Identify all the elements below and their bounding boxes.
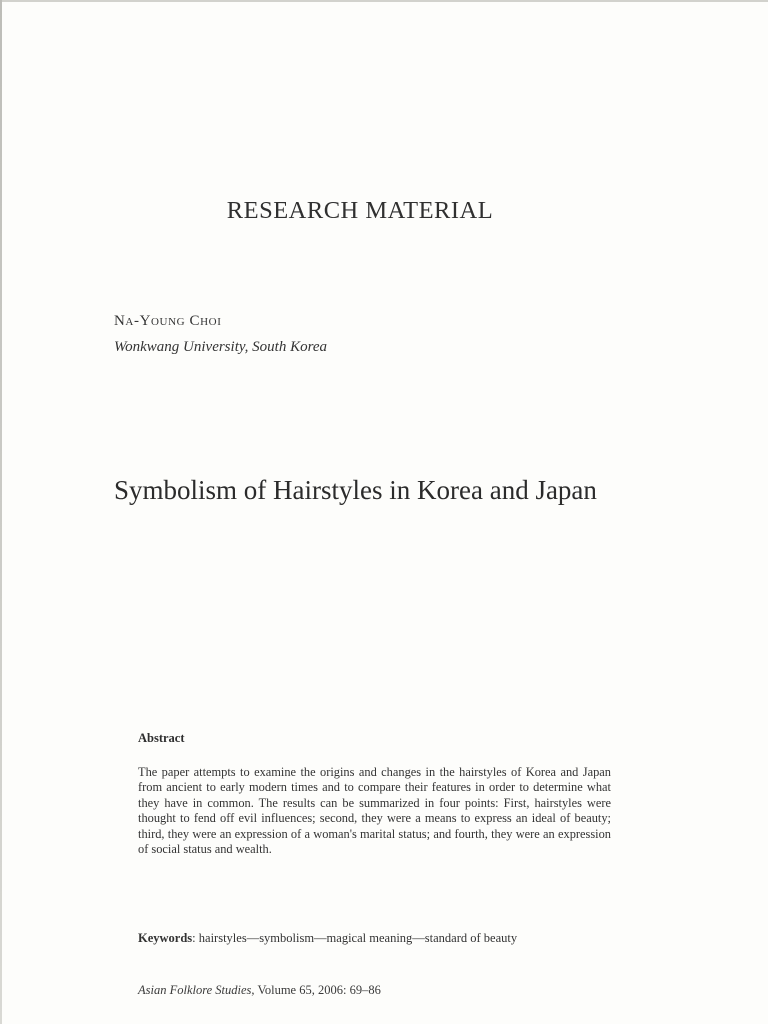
- keywords-line: [138, 931, 638, 946]
- paper-title: Symbolism of Hairstyles in Korea and Japan: [114, 475, 597, 505]
- page-left-edge: [0, 0, 2, 1024]
- author-affiliation: Wonkwang University, South Korea: [114, 339, 328, 355]
- citation-footer: [138, 983, 381, 998]
- abstract-body: The paper attempts to examine the origins and changes in the hairstyles of Korea and Japan from ancient to early modern times and to compare their features in order to determine what they have in common. The results can be summarized in four points: First, hairstyles were thought to fend off evil influences; second, they were a means to express an ideal of beauty; third, they were an expression of a woman's marital status; and fourth, they were an expression of social status and wealth.: [138, 765, 611, 857]
- page-top-edge: [0, 0, 768, 2]
- keywords-text: hairstyles—symbolism—magical meaning—standard of beauty: [198, 931, 518, 945]
- citation-details: , Volume 65, 2006: 69–86: [251, 983, 381, 997]
- author-name: Na-Young Choi: [114, 313, 222, 329]
- abstract-heading: Abstract: [138, 731, 185, 745]
- keywords-separator: :: [192, 931, 199, 945]
- section-label: RESEARCH MATERIAL: [226, 197, 494, 224]
- citation-journal: Asian Folklore Studies: [138, 983, 252, 997]
- keywords-label: Keywords: [138, 931, 193, 945]
